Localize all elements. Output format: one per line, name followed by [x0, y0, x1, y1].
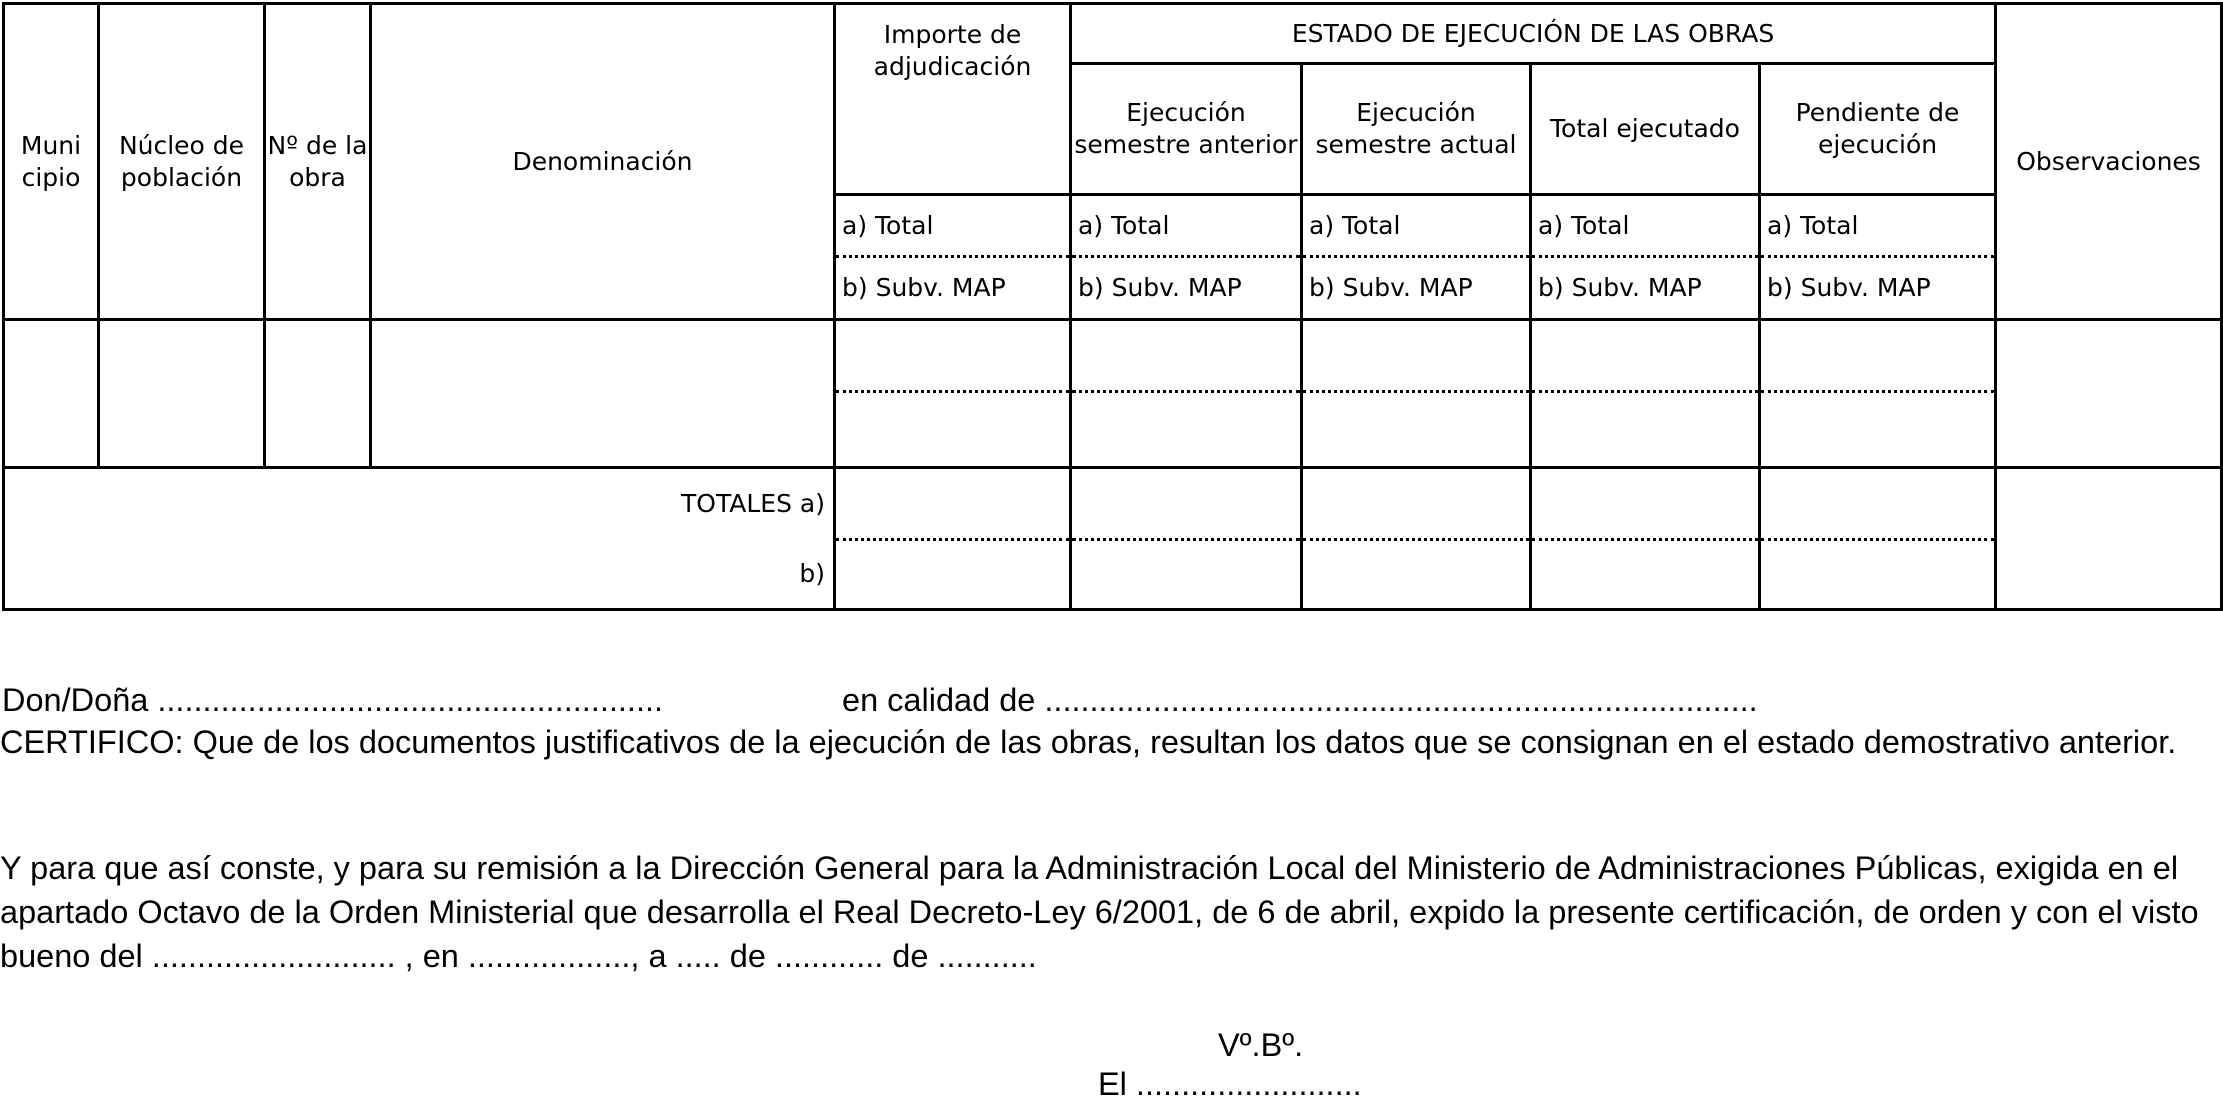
certifico-paragraph: CERTIFICO: Que de los documentos justificativos de la ejecución de las obras, resultan los datos que se consignan en el estado demostrativo anterior.	[0, 724, 2177, 760]
el-signature-line: El .........................	[1098, 1066, 1362, 1102]
label-b-subv-map: b) Subv. MAP	[1760, 257, 1996, 320]
header-estado-ejecucion: ESTADO DE EJECUCIÓN DE LAS OBRAS	[1071, 4, 1996, 64]
totales-b-label: b)	[4, 540, 835, 610]
total-observaciones	[1996, 468, 2222, 610]
label-b-subv-map: b) Subv. MAP	[835, 257, 1071, 320]
totales-a-label: TOTALES a)	[4, 468, 835, 540]
visto-bueno-label: Vº.Bº.	[1218, 1027, 1304, 1063]
cell-pendiente-b	[1760, 392, 1996, 468]
header-denominacion: Denominación	[371, 4, 835, 320]
cell-anterior-b	[1071, 392, 1302, 468]
cell-importe-b	[835, 392, 1071, 468]
cell-observaciones	[1996, 320, 2222, 468]
label-a-total: a) Total	[835, 195, 1071, 257]
data-row-a	[4, 320, 2222, 392]
total-pendiente-b	[1760, 540, 1996, 610]
calidad-line: en calidad de ...............................................................................	[842, 682, 1758, 718]
don-dona-line: Don/Doña ........................................................	[2, 682, 664, 718]
header-nucleo-poblacion: Núcleo de población	[99, 4, 265, 320]
header-pendiente-ejecucion: Pendiente de ejecución	[1760, 64, 1996, 195]
cell-importe-a	[835, 320, 1071, 392]
header-ejecucion-semestre-anterior: Ejecución semestre anterior	[1071, 64, 1302, 195]
total-ejecutado-a	[1531, 468, 1760, 540]
cell-nucleo	[99, 320, 265, 468]
cell-municipio	[4, 320, 99, 468]
label-b-subv-map: b) Subv. MAP	[1071, 257, 1302, 320]
header-ejecucion-semestre-actual: Ejecución semestre actual	[1302, 64, 1531, 195]
cell-denominacion	[371, 320, 835, 468]
totales-row-b	[4, 540, 2222, 610]
total-anterior-b	[1071, 540, 1302, 610]
label-a-total: a) Total	[1071, 195, 1302, 257]
cell-anterior-a	[1071, 320, 1302, 392]
header-numero-obra: Nº de la obra	[265, 4, 371, 320]
estado-ejecucion-table	[2, 2, 2223, 611]
label-b-subv-map: b) Subv. MAP	[1531, 257, 1760, 320]
cell-actual-b	[1302, 392, 1531, 468]
total-importe-a	[835, 468, 1071, 540]
label-a-total: a) Total	[1302, 195, 1531, 257]
label-b-subv-map: b) Subv. MAP	[1302, 257, 1531, 320]
label-a-total: a) Total	[1531, 195, 1760, 257]
total-actual-a	[1302, 468, 1531, 540]
label-a-total: a) Total	[1760, 195, 1996, 257]
cell-pendiente-a	[1760, 320, 1996, 392]
header-municipio: Muni cipio	[4, 4, 99, 320]
cell-actual-a	[1302, 320, 1531, 392]
total-importe-b	[835, 540, 1071, 610]
total-actual-b	[1302, 540, 1531, 610]
cell-numero-obra	[265, 320, 371, 468]
cell-total-b	[1531, 392, 1760, 468]
cell-total-a	[1531, 320, 1760, 392]
total-anterior-a	[1071, 468, 1302, 540]
total-ejecutado-b	[1531, 540, 1760, 610]
header-importe-adjudicacion: Importe de adjudicación	[835, 4, 1071, 195]
totales-row-a	[4, 468, 2222, 540]
remision-paragraph: Y para que así conste, y para su remisión a la Dirección General para la Administración Local del Ministerio de Administraciones Públicas, exigida en el apartado Octavo de la Orden Ministerial que desarrolla el Real Decreto-Ley 6/2001, de 6 de abril, expido la presente certificación, de orden y con el visto bueno del ........................... , en .................., a ..... de ............ de ...........	[0, 850, 2199, 974]
header-observaciones: Observaciones	[1996, 4, 2222, 320]
header-total-ejecutado: Total ejecutado	[1531, 64, 1760, 195]
total-pendiente-a	[1760, 468, 1996, 540]
